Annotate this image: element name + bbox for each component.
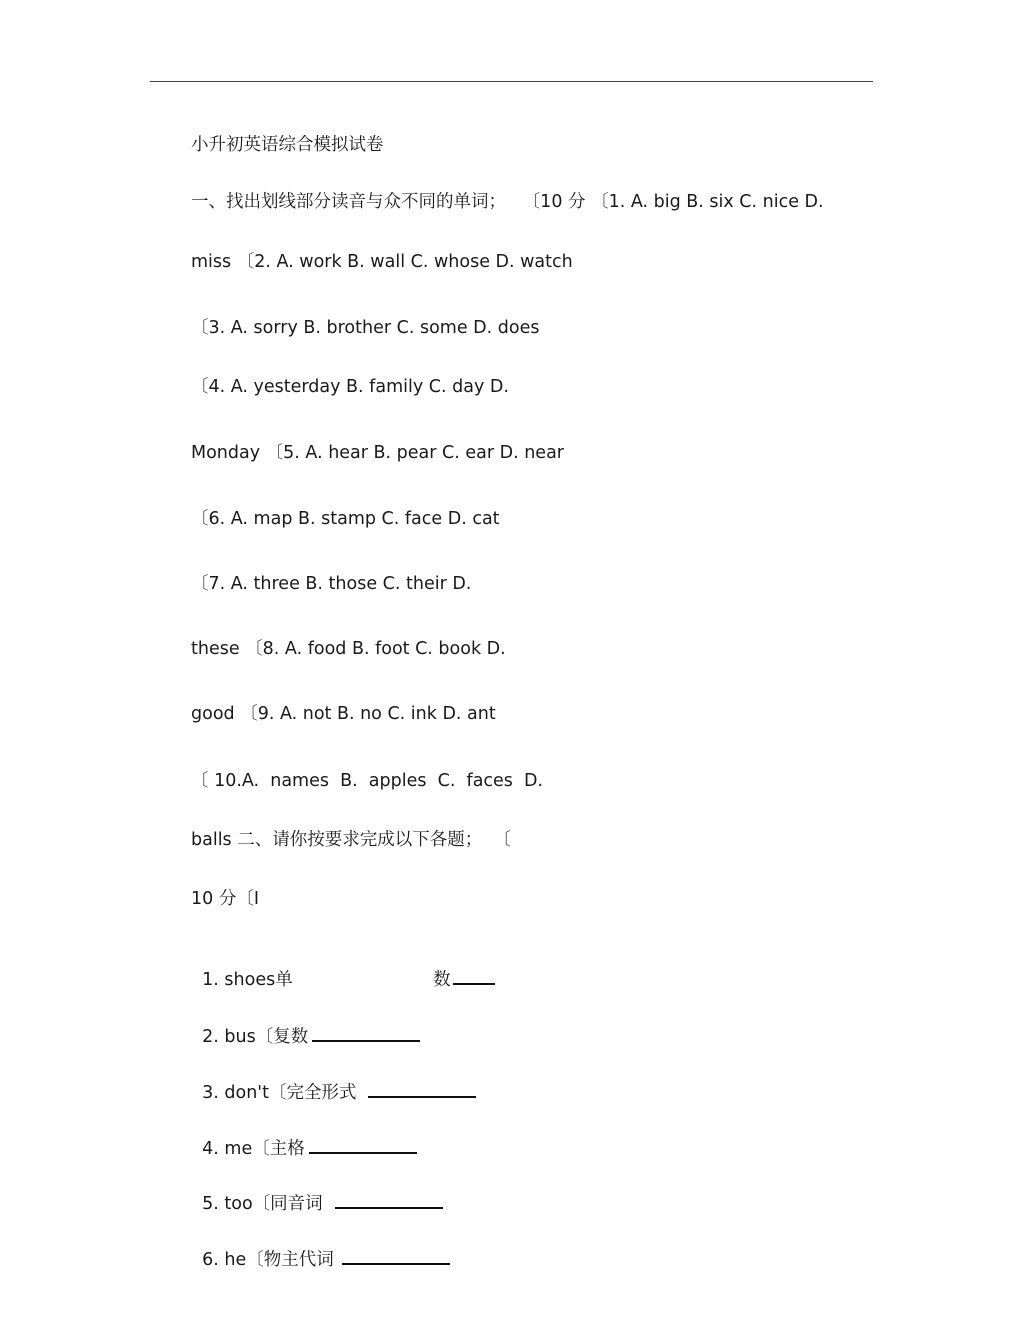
exercise-item-4-text: 4. me〔主格 xyxy=(202,1139,305,1159)
text-line-3: 〔3. A. sorry B. brother C. some D. does xyxy=(191,318,540,338)
text-line-6: 〔6. A. map B. stamp C. face D. cat xyxy=(191,509,500,529)
text-line-5: Monday 〔5. A. hear B. pear C. ear D. near xyxy=(191,443,564,463)
document-title: 小升初英语综合模拟试卷 xyxy=(191,135,384,155)
text-line-7: 〔7. A. three B. those C. their D. xyxy=(191,574,472,594)
answer-blank-6[interactable] xyxy=(342,1249,450,1265)
answer-blank-1[interactable] xyxy=(453,969,495,985)
exercise-item-3 xyxy=(191,1060,476,1104)
text-line-10: 〔 10.A. names B. apples C. faces D. xyxy=(191,771,544,791)
exercise-item-2 xyxy=(191,1004,420,1048)
exercise-item-1-text: 1. shoes单 xyxy=(202,970,293,990)
exercise-item-6 xyxy=(191,1227,450,1271)
text-line-11: balls 二、请你按要求完成以下各题； 〔 xyxy=(191,830,511,850)
answer-blank-3[interactable] xyxy=(368,1082,476,1098)
answer-blank-2[interactable] xyxy=(312,1026,420,1042)
text-line-12: 10 分〔I xyxy=(191,889,259,909)
exercise-item-2-text: 2. bus〔复数 xyxy=(202,1027,309,1047)
text-line-2: miss 〔2. A. work B. wall C. whose D. watch xyxy=(191,252,573,272)
exercise-item-1-suffix: 数 xyxy=(433,970,451,990)
exercise-item-1 xyxy=(191,947,293,991)
exercise-item-5 xyxy=(191,1171,443,1215)
exercise-item-3-text: 3. don't〔完全形式 xyxy=(202,1083,357,1103)
text-line-4: 〔4. A. yesterday B. family C. day D. xyxy=(191,377,509,397)
header-rule xyxy=(150,81,873,82)
exercise-item-1-suffix-line xyxy=(422,947,495,991)
text-line-8: these 〔8. A. food B. foot C. book D. xyxy=(191,639,506,659)
answer-blank-4[interactable] xyxy=(309,1138,417,1154)
exercise-item-4 xyxy=(191,1116,417,1160)
text-line-9: good 〔9. A. not B. no C. ink D. ant xyxy=(191,704,496,724)
exercise-item-5-text: 5. too〔同音词 xyxy=(202,1194,323,1214)
exercise-item-6-text: 6. he〔物主代词 xyxy=(202,1250,334,1270)
answer-blank-5[interactable] xyxy=(335,1193,443,1209)
text-line-1: 一、找出划线部分读音与众不同的单词； 〔10 分 〔1. A. big B. six C. nice D. xyxy=(191,192,824,212)
